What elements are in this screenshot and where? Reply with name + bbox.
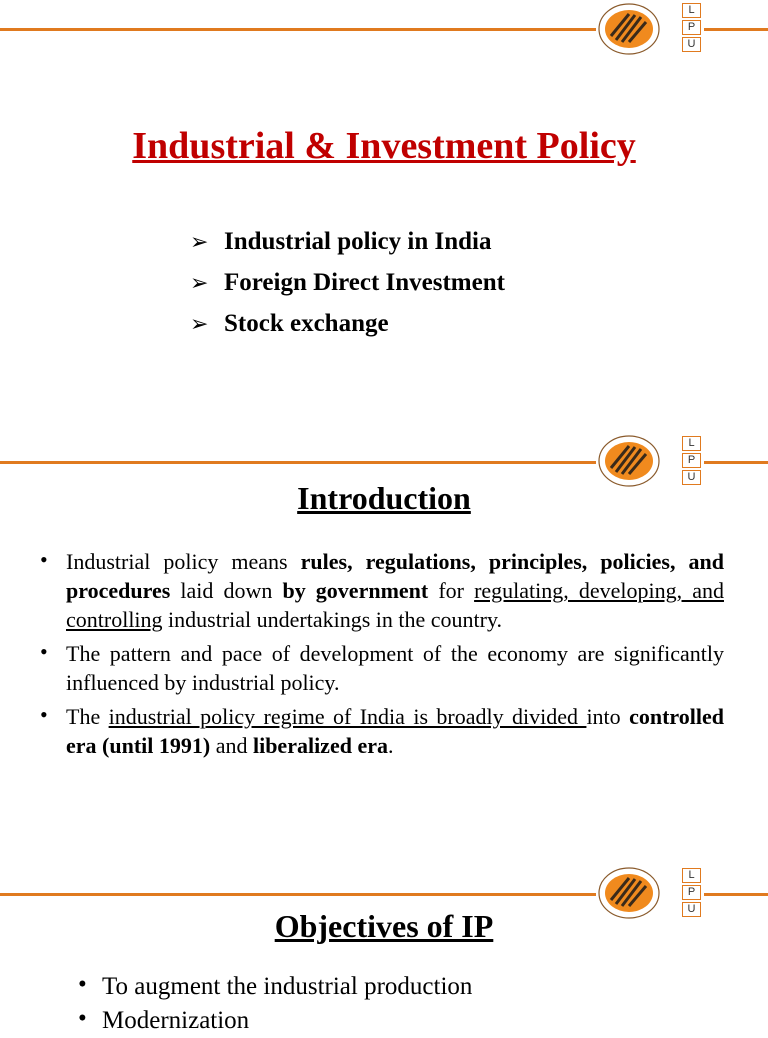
text-run-underlined: industrial policy regime of India is broadly divided bbox=[108, 704, 587, 729]
slide-2 bbox=[0, 430, 768, 860]
bullet-dot-icon: • bbox=[78, 971, 87, 998]
text-run: The pattern and pace of development of the economy are significantly influenced by industrial policy. bbox=[66, 641, 724, 695]
bullet-dot-icon: • bbox=[40, 702, 48, 727]
list-item bbox=[78, 970, 472, 1004]
bullet-dot-icon: • bbox=[78, 1005, 87, 1032]
text-run-bold: controlled era (until 1991) bbox=[66, 704, 724, 758]
list-item bbox=[190, 222, 505, 263]
text-run: Industrial policy means bbox=[66, 549, 301, 574]
text-run: . bbox=[387, 733, 394, 758]
list-item-text: Foreign Direct Investment bbox=[224, 269, 505, 296]
slide-title: Industrial & Investment Policy bbox=[132, 125, 636, 167]
text-run-bold: rules, regulations, principles, policies, and procedures bbox=[66, 549, 724, 603]
list-item bbox=[40, 547, 724, 634]
header-rule-end bbox=[704, 28, 768, 31]
slide-1 bbox=[0, 0, 768, 430]
intro-list bbox=[40, 547, 724, 765]
text-run-underlined: regulating, developing, and controlling bbox=[66, 578, 724, 632]
lpu-letter-p: P bbox=[682, 453, 701, 468]
list-item bbox=[78, 1004, 472, 1038]
lpu-letter-l: L bbox=[682, 436, 701, 451]
header-rule-end bbox=[704, 461, 768, 464]
lpu-letter-u: U bbox=[682, 470, 701, 485]
text-run: for bbox=[428, 578, 475, 603]
text-run-bold: liberalized era bbox=[252, 733, 388, 758]
lpu-letter-boxes bbox=[682, 3, 701, 52]
list-item-text: Stock exchange bbox=[224, 310, 389, 337]
bullet-dot-icon: • bbox=[40, 639, 48, 664]
slide-title: Introduction bbox=[297, 480, 471, 516]
objectives-list bbox=[78, 970, 472, 1038]
header-rule bbox=[0, 28, 596, 31]
lpu-letter-p: P bbox=[682, 885, 701, 900]
header-rule-end bbox=[704, 893, 768, 896]
list-item bbox=[40, 702, 724, 760]
list-item-text: Industrial policy in India bbox=[224, 228, 492, 255]
arrow-bullet-icon: ➢ bbox=[190, 312, 209, 337]
list-item-text: To augment the industrial production bbox=[102, 973, 473, 1000]
lpu-letter-u: U bbox=[682, 37, 701, 52]
lpu-letter-l: L bbox=[682, 3, 701, 18]
lpu-letter-p: P bbox=[682, 20, 701, 35]
list-item bbox=[190, 263, 505, 304]
list-item bbox=[190, 304, 505, 345]
header-rule bbox=[0, 893, 596, 896]
text-run: industrial undertakings in the country. bbox=[162, 607, 503, 632]
text-run: into bbox=[586, 704, 630, 729]
text-run: and bbox=[210, 733, 253, 758]
list-item bbox=[40, 639, 724, 697]
lpu-letter-u: U bbox=[682, 902, 701, 917]
topic-list bbox=[190, 222, 505, 345]
slide-title: Objectives of IP bbox=[274, 908, 494, 944]
text-run-bold: by government bbox=[282, 578, 429, 603]
header-rule bbox=[0, 461, 596, 464]
lpu-letter-l: L bbox=[682, 868, 701, 883]
arrow-bullet-icon: ➢ bbox=[190, 271, 209, 296]
slide-3 bbox=[0, 860, 768, 1034]
bullet-dot-icon: • bbox=[40, 547, 48, 572]
text-run: The bbox=[66, 704, 109, 729]
text-run: laid down bbox=[170, 578, 283, 603]
university-seal-logo bbox=[598, 2, 660, 56]
arrow-bullet-icon: ➢ bbox=[190, 230, 209, 255]
lpu-letter-boxes bbox=[682, 436, 701, 485]
list-item-text: Modernization bbox=[102, 1007, 250, 1034]
